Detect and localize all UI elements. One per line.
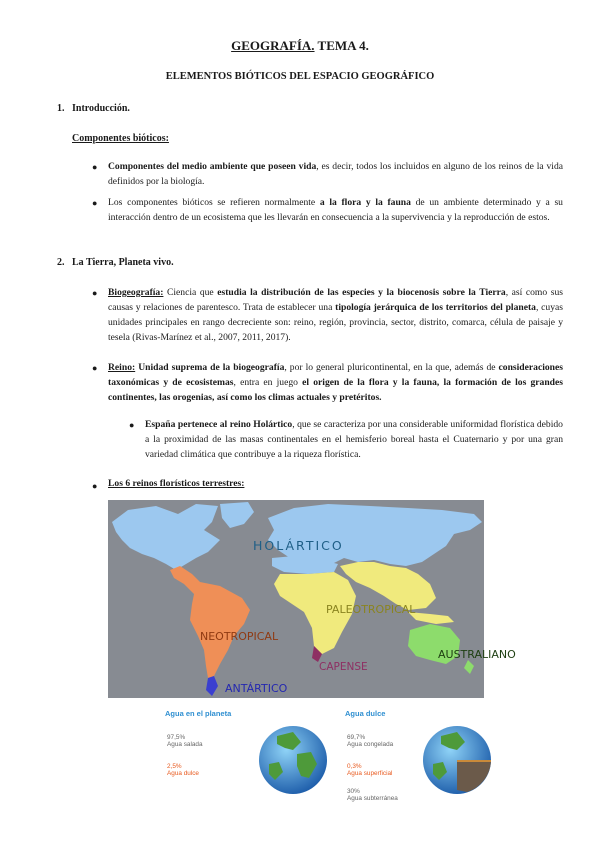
biogeo-bold: tipología jerárquica de los territorios del planeta [335, 302, 536, 313]
biogeo-text: , así como sus causas y relaciones de parentesco. Trata de establecer una [108, 287, 563, 313]
left-fresh-value: 2,5% [167, 763, 182, 770]
globe-right-icon [421, 724, 493, 796]
bullet-dot: ● [129, 420, 135, 430]
bullet-dot: ● [92, 198, 98, 208]
left-salt-value: 97,5% [167, 734, 186, 741]
bullet2-text: de un ambiente determinado y a su interacción dentro de un ecosistema que les llevarán en consecuencia a la supervivencia y la reproducción de estos. [108, 197, 563, 223]
biogeografia-paragraph [108, 285, 563, 345]
reino-text: , entra en juego [233, 377, 303, 388]
globe-right-title: Agua dulce [345, 709, 386, 718]
section1-bullet1 [108, 159, 563, 189]
bullet1-bold: Componentes del medio ambiente que poseen vida [108, 161, 317, 172]
label-neotropical: NEOTROPICAL [200, 630, 279, 643]
section2-title: La Tierra, Planeta vivo. [72, 257, 174, 268]
title-subject: GEOGRAFÍA. [231, 38, 315, 53]
right-surface-label: Agua superficial [347, 770, 393, 777]
reino-paragraph [108, 360, 563, 405]
title-topic: TEMA 4. [314, 38, 369, 53]
espana-text: , que se caracteriza por una considerable uniformidad florística debido a la proximidad de las masas continentales en el hemisferio boreal hasta el Cuaternario y por una gran variedad climática que contribuye a la riqueza florística. [145, 419, 563, 460]
bullet-dot: ● [92, 363, 98, 373]
reino-term: Reino: [108, 362, 136, 373]
section1-number: 1. [57, 103, 65, 114]
bullet2-pre: Los componentes bióticos se refieren normalmente [108, 197, 320, 208]
label-antartico: ANTÁRTICO [225, 682, 288, 695]
right-surface-value: 0,3% [347, 763, 362, 770]
biogeografia-term: Biogeografía: [108, 287, 164, 298]
bullet-dot: ● [92, 481, 98, 491]
label-australiano: AUSTRALIANO [438, 648, 516, 661]
reino-bold: Unidad suprema de la biogeografía [135, 362, 285, 373]
right-frozen-value: 69,7% [347, 734, 366, 741]
bullet-dot: ● [92, 288, 98, 298]
bullet2-bold: a la flora y la fauna [319, 197, 411, 208]
floristic-kingdoms-map [108, 500, 516, 698]
label-capense: CAPENSE [319, 661, 368, 673]
biogeo-bold: estudia la distribución de las especies y la biocenosis sobre la Tierra [217, 287, 506, 298]
globe-left-icon [257, 724, 329, 796]
espana-bold: España pertenece al reino Holártico [145, 419, 293, 430]
bullet-dot: ● [92, 162, 98, 172]
page-subtitle: ELEMENTOS BIÓTICOS DEL ESPACIO GEOGRÁFICO [165, 71, 435, 82]
section1-bullet2 [108, 195, 563, 225]
bullet1-text: , es decir, todos los incluidos en alguno de los reinos de la vida definidos por la biología. [108, 161, 563, 187]
reinos-heading: Los 6 reinos florísticos terrestres: [108, 478, 245, 489]
globe-left-title: Agua en el planeta [165, 709, 232, 718]
reino-bold: consideraciones taxonómicas y de ecosistemas [108, 362, 564, 388]
label-paleotropical: PALEOTROPICAL [326, 603, 416, 616]
section1-subheading: Componentes bióticos: [72, 133, 169, 144]
page-title [0, 38, 600, 54]
label-holartico: HOLÁRTICO [253, 538, 344, 553]
right-frozen-label: Agua congelada [347, 741, 394, 748]
section2-number: 2. [57, 257, 65, 268]
biogeo-text: Ciencia que [163, 287, 218, 298]
left-fresh-label: Agua dulce [167, 770, 199, 777]
reino-text: , por lo general pluricontinental, en la que, además de [284, 362, 499, 373]
reino-bold: el origen de la flora y la fauna, la formación de los grandes continentes, las orogenias, así como los climas actuales y pretéritos. [108, 377, 563, 403]
biogeo-text: , cuyas unidades principales en rango decreciente son: reino, región, provincia, sector, distrito, comarca, célula de paisaje y tesela (Rivas-Marínez et al., 2007, 2011, 2017). [108, 302, 563, 343]
left-salt-label: Agua salada [167, 741, 203, 748]
water-infographic [165, 706, 505, 810]
section1-title: Introducción. [72, 103, 130, 114]
right-ground-label: Agua subterránea [347, 795, 398, 802]
espana-paragraph [145, 417, 563, 462]
right-ground-value: 30% [347, 788, 360, 795]
